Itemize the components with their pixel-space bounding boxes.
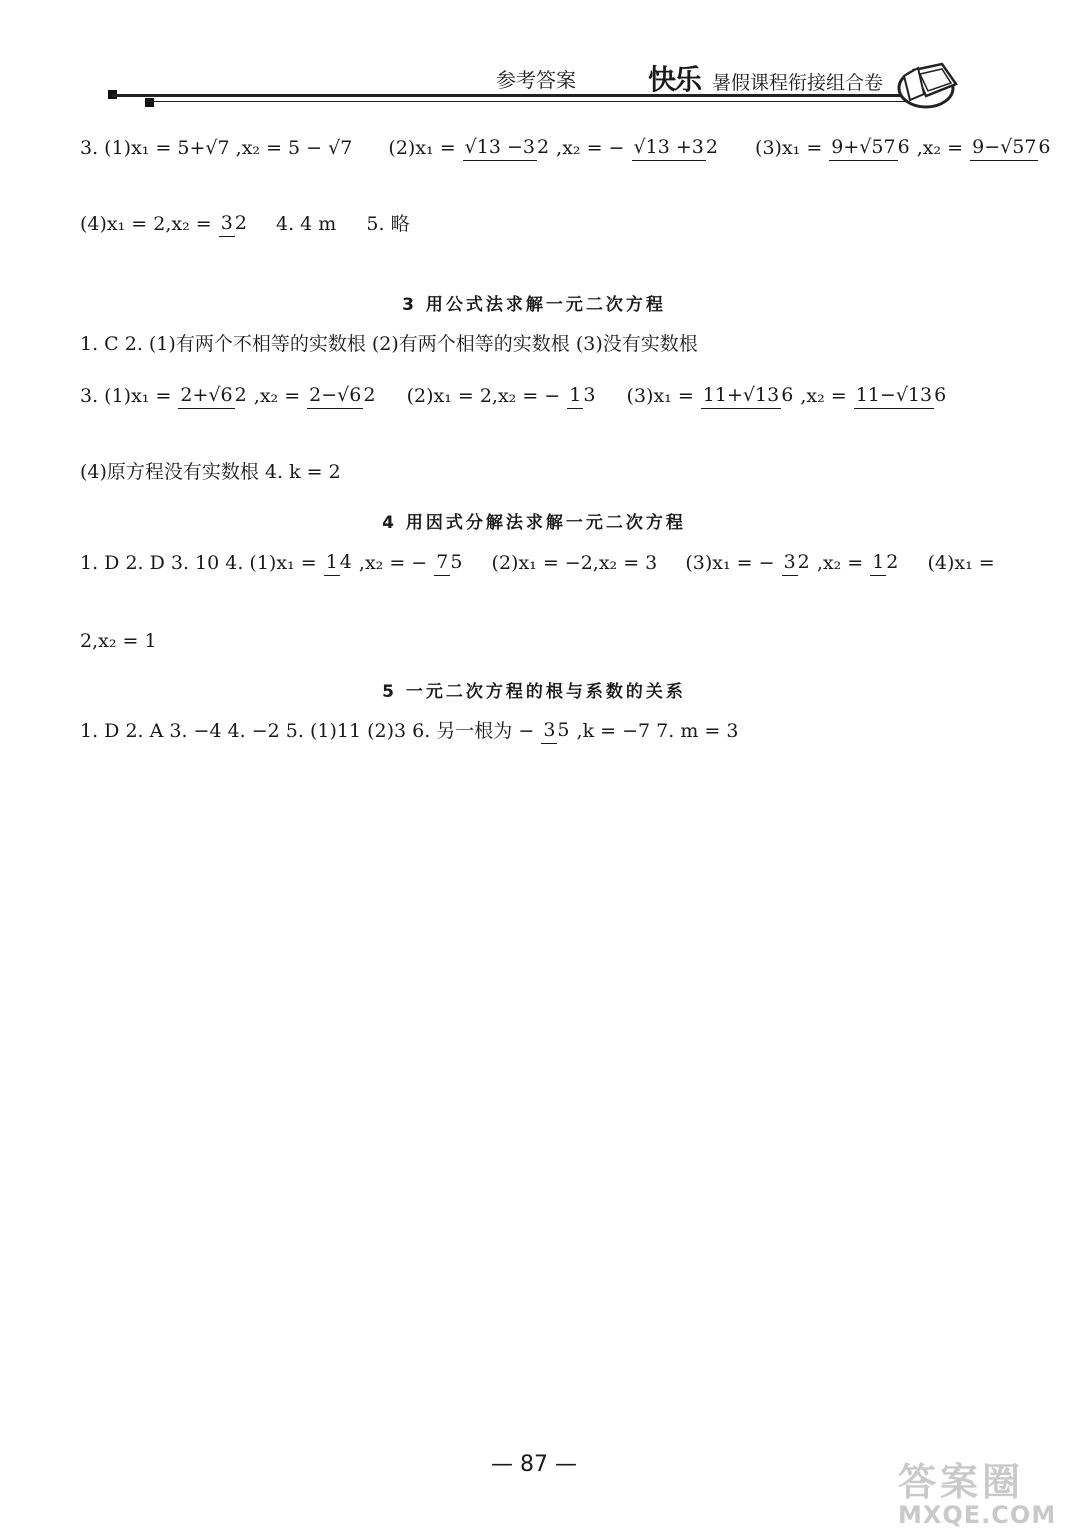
header-brand: 快乐 [648, 63, 701, 96]
answer-text: (2)x₁ = [388, 136, 456, 159]
answer-line-8 [80, 721, 738, 741]
answer-text: (2)x₁ = −2,x₂ = 3 [491, 551, 658, 574]
answer-text: 1. D 2. A 3. −4 4. −2 5. (1)11 (2)3 6. 另一根为 − [80, 719, 535, 742]
fraction: 9+√57 6 [829, 138, 909, 158]
fraction: √13 +3 2 [632, 138, 718, 158]
answer-text: ,x₂ = [916, 136, 964, 159]
answer-text: ,x₂ = − [556, 136, 625, 159]
answer-text: (4)x₁ = [927, 551, 995, 574]
book-logo-icon [896, 56, 968, 112]
answer-text: 3. (1)x₁ = [80, 384, 172, 407]
answer-text: ,x₂ = [253, 384, 301, 407]
watermark-top: 答案圈 [898, 1460, 1025, 1504]
fraction: 3 2 [782, 553, 810, 573]
answer-text: 5. 略 [366, 212, 410, 235]
answer-text: ,x₂ = [800, 384, 847, 407]
answer-text: ,x₂ = [816, 551, 864, 574]
header-decor-square [145, 98, 154, 107]
header-rule-thin [148, 101, 906, 102]
fraction: 3 2 [219, 214, 247, 234]
section-heading-3: 3 用公式法求解一元二次方程 [402, 295, 666, 315]
fraction: 1 2 [870, 553, 898, 573]
watermark-bottom: MXQE.COM [898, 1501, 1057, 1529]
answer-line-1 [80, 138, 1052, 158]
answer-text: 4. 4 m [276, 212, 337, 235]
fraction: 1 4 [324, 553, 352, 573]
answer-text: (2)x₁ = 2,x₂ = − [406, 384, 561, 407]
section-heading-5: 5 一元二次方程的根与系数的关系 [382, 682, 686, 702]
fraction: 11−√13 6 [854, 386, 946, 406]
answer-text: (3)x₁ = [755, 136, 823, 159]
fraction: 3 5 [541, 721, 569, 741]
fraction: 1 3 [567, 386, 595, 406]
answer-text: (4)x₁ = 2,x₂ = [80, 212, 212, 235]
watermark [898, 1462, 1058, 1530]
fraction: √13 −3 2 [463, 138, 549, 158]
fraction: 2−√6 2 [307, 386, 375, 406]
header-title: 暑假课程衔接组合卷 [712, 72, 884, 94]
header-label: 参考答案 [496, 68, 576, 92]
section-heading-4: 4 用因式分解法求解一元二次方程 [382, 513, 686, 533]
answer-text: 3. (1)x₁ = 5+√7 ,x₂ = 5 − √7 [80, 136, 353, 159]
answer-text: ,x₂ = − [358, 551, 428, 574]
answer-line-3: 1. C 2. (1)有两个不相等的实数根 (2)有两个相等的实数根 (3)没有实数根 [80, 333, 698, 355]
answer-text: (3)x₁ = [626, 384, 694, 407]
fraction: 2+√6 2 [178, 386, 246, 406]
answer-line-2 [80, 214, 410, 234]
answer-line-5: (4)原方程没有实数根 4. k = 2 [80, 461, 341, 483]
answer-line-4 [80, 386, 947, 406]
page-number: — 87 — [491, 1452, 577, 1477]
fraction: 9−√57 6 [970, 138, 1050, 158]
answer-text: 1. D 2. D 3. 10 4. (1)x₁ = [80, 551, 317, 574]
answer-text: (3)x₁ = − [685, 551, 775, 574]
fraction: 11+√13 6 [701, 386, 793, 406]
answer-text: ,k = −7 7. m = 3 [576, 719, 739, 742]
fraction: 7 5 [434, 553, 462, 573]
answer-line-7: 2,x₂ = 1 [80, 630, 157, 652]
answer-line-6 [80, 553, 995, 573]
